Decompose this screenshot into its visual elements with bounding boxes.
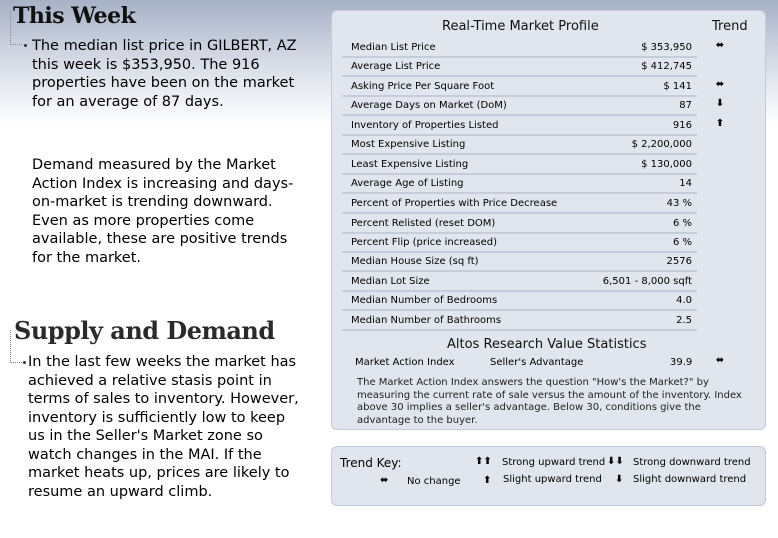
row-value: 43 % bbox=[666, 197, 692, 209]
row-label: Least Expensive Listing bbox=[351, 158, 469, 170]
profile-row bbox=[342, 194, 697, 214]
row-value: $ 2,200,000 bbox=[631, 138, 692, 150]
profile-row bbox=[342, 252, 697, 272]
altos-title: Altos Research Value Statistics bbox=[447, 337, 647, 352]
row-value: $ 412,745 bbox=[641, 60, 692, 72]
slight-up-icon: ⬆ bbox=[483, 475, 492, 486]
slight-down-label: Slight downward trend bbox=[633, 474, 747, 485]
row-value: 2.5 bbox=[676, 314, 692, 326]
strong-up-icon: ⬆⬆ bbox=[475, 456, 492, 467]
supply-text: In the last few weeks the market has achieved a relative stasis point in terms of sales to inventory. However, inventory is sufficiently low to keep us in the Seller's Market zone so watch changes in the MAI. If the market heats up, prices are likely to resume an upward climb. bbox=[28, 354, 299, 500]
profile-row bbox=[342, 174, 697, 194]
slight-down-icon: ⬇ bbox=[615, 474, 624, 485]
row-value: 87 bbox=[679, 99, 692, 111]
row-label: Inventory of Properties Listed bbox=[351, 119, 499, 131]
row-label: Asking Price Per Square Foot bbox=[351, 80, 495, 92]
bullet-icon bbox=[23, 361, 26, 364]
profile-row bbox=[342, 233, 697, 253]
row-value: 6 % bbox=[672, 236, 692, 248]
this-week-heading: This Week bbox=[13, 3, 136, 29]
slight-up-icon: ⬆ bbox=[715, 118, 725, 129]
supply-demand-heading: Supply and Demand bbox=[14, 316, 275, 345]
row-label: Median Lot Size bbox=[351, 275, 430, 287]
strong-down-icon: ⬇⬇ bbox=[607, 456, 624, 467]
row-label: Average Days on Market (DoM) bbox=[351, 99, 507, 111]
profile-row bbox=[342, 214, 697, 234]
row-value: 916 bbox=[672, 119, 692, 131]
no-change-icon: ⬌ bbox=[715, 79, 725, 90]
bullet-icon bbox=[24, 44, 27, 47]
mai-description: The Market Action Index answers the question "How's the Market?" by measuring the current rate of sale versus the amount of the inventory. Index above 30 implies a seller's advantage. Below 30, conditions give the advantage to the buyer. bbox=[357, 377, 742, 426]
profile-title: Real-Time Market Profile bbox=[442, 19, 599, 34]
profile-row bbox=[342, 77, 697, 97]
row-label: Percent of Properties with Price Decrease bbox=[351, 197, 558, 209]
strong-up-label: Strong upward trend bbox=[502, 457, 606, 468]
row-label: Median List Price bbox=[351, 41, 436, 53]
trend-header: Trend bbox=[712, 19, 748, 34]
market-profile-panel bbox=[331, 10, 766, 430]
outline-guide bbox=[10, 330, 22, 363]
row-label: Percent Relisted (reset DOM) bbox=[351, 217, 496, 229]
demand-text: Demand measured by the Market Action Index is increasing and days-on-market is trending downward. Even as more properties come available, these are positive trends for the market. bbox=[32, 157, 294, 266]
row-label: Median House Size (sq ft) bbox=[351, 255, 479, 267]
profile-row bbox=[342, 291, 697, 311]
row-label: Median Number of Bathrooms bbox=[351, 314, 502, 326]
row-label: Percent Flip (price increased) bbox=[351, 236, 498, 248]
row-label: Average List Price bbox=[351, 60, 441, 72]
outline-guide bbox=[10, 12, 22, 45]
mai-status: Seller's Advantage bbox=[490, 357, 584, 368]
row-value: 2576 bbox=[666, 255, 692, 267]
profile-row bbox=[342, 116, 697, 136]
profile-row bbox=[342, 155, 697, 175]
row-value: $ 353,950 bbox=[641, 41, 692, 53]
no-change-icon: ⬌ bbox=[380, 475, 389, 486]
row-value: $ 130,000 bbox=[641, 158, 692, 170]
mai-label: Market Action Index bbox=[355, 357, 455, 368]
profile-row bbox=[342, 38, 697, 58]
trend-key-panel bbox=[331, 446, 766, 506]
this-week-text: The median list price in GILBERT, AZ this week is $353,950. The 916 properties have been on the market for an average of 87 days. bbox=[32, 38, 297, 110]
row-value: $ 141 bbox=[663, 80, 692, 92]
profile-row bbox=[342, 272, 697, 292]
row-label: Median Number of Bedrooms bbox=[351, 294, 498, 306]
row-value: 6 % bbox=[672, 217, 692, 229]
profile-row bbox=[342, 311, 697, 331]
strong-down-label: Strong downward trend bbox=[633, 457, 751, 468]
mai-value: 39.9 bbox=[670, 357, 693, 368]
no-change-icon: ⬌ bbox=[715, 355, 725, 366]
no-change-icon: ⬌ bbox=[715, 40, 725, 51]
row-value: 4.0 bbox=[676, 294, 692, 306]
profile-row bbox=[342, 57, 697, 77]
profile-row bbox=[342, 135, 697, 155]
slight-up-label: Slight upward trend bbox=[503, 474, 602, 485]
no-change-label: No change bbox=[407, 476, 461, 487]
profile-row bbox=[342, 96, 697, 116]
slight-down-icon: ⬇ bbox=[715, 98, 725, 109]
row-label: Most Expensive Listing bbox=[351, 138, 466, 150]
row-label: Average Age of Listing bbox=[351, 177, 464, 189]
row-value: 14 bbox=[679, 177, 692, 189]
row-value: 6,501 - 8,000 sqft bbox=[602, 275, 692, 287]
trend-key-title: Trend Key: bbox=[340, 456, 402, 470]
